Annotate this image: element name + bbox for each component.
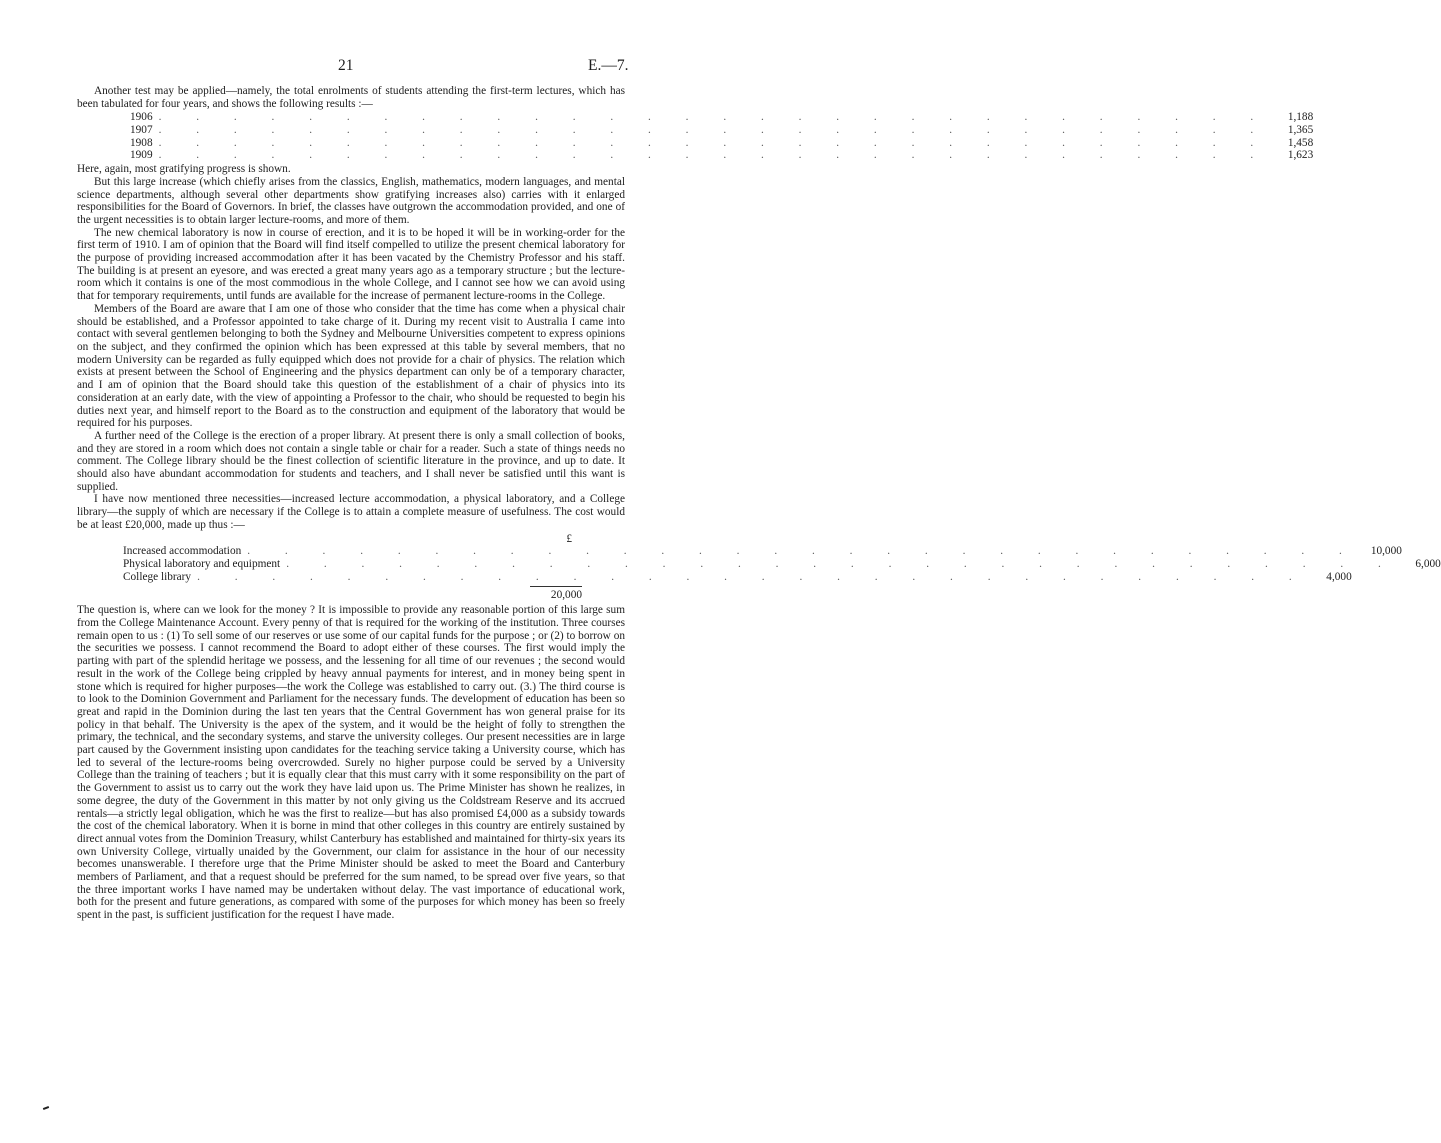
enrolment-row — [130, 149, 1314, 162]
enrolments-table — [130, 111, 1314, 162]
dot-leader: . . . . . . . . . . . . . . . . . . . . . . . . . . . . . . — [158, 136, 1270, 149]
cost-row — [123, 557, 1441, 571]
paragraph-chemical-laboratory: The new chemical laboratory is now in course of erection, and it is to be hoped it will be in working-order for the first term of 1910. I am of opinion that the Board will find itself compelled to utilize the present chemical laboratory for the purpose of providing increased accommodation after it has been vacated by the Chemistry Professor and his staff. The building is at present an eyesore, and was erected a great many years ago as a temporary structure ; but the lecture-room which it contains is one of the most commodious in the whole College, and I cannot see how we can avoid using that for temporary requirements, until funds are available for the increase of permanent lecture-rooms in the College. — [77, 226, 625, 303]
dot-leader: . . . . . . . . . . . . . . . . . . . . . . . . . . . . . . — [197, 570, 1308, 583]
margin-mark — [43, 1106, 49, 1110]
paragraph-necessities: I have now mentioned three necessities—increased lecture accommodation, a physical laboratory, and a College library—the supply of which are necessary if the College is to attain a complete measure of usefulness. The cost would be at least £20,000, made up thus :— — [77, 493, 625, 531]
paragraph-progress: Here, again, most gratifying progress is shown. — [77, 163, 291, 176]
enrolment-year: 1909 — [130, 149, 153, 162]
enrolment-count: 1,623 — [1287, 149, 1314, 162]
dot-leader: . . . . . . . . . . . . . . . . . . . . . . . . . . . . . . — [158, 111, 1270, 124]
enrolment-year: 1908 — [130, 136, 153, 149]
enrolment-count: 1,458 — [1287, 136, 1314, 149]
currency-symbol: £ — [566, 532, 572, 545]
cost-row — [123, 570, 1352, 584]
cost-label: Increased accommodation — [123, 545, 242, 558]
enrolment-row — [130, 111, 1314, 124]
paragraph-physical-chair: Members of the Board are aware that I am one of those who consider that the time has come when a physical chair should be established, and a Professor appointed to take charge of it. During my recent visit to Australia I came into contact with several gentlemen belonging to both the Sydney and Melbourne Universities competent to express opinions on the subject, and they confirmed the opinion which has been expressed at this table by several members, that no modern University can be regarded as fully equipped which does not provide for a chair of physics. The relation which exists at present between the School of Engineering and the physics department can only be of a temporary character, and I am of opinion that the Board should take this question of the establishment of a chair of physics into its consideration at an early date, with the view of appointing a Professor to the chair, who should be requested to begin his duties next year, and himself report to the Board as to the construction and equipment of the laboratory that would be required for his purposes. — [77, 302, 625, 430]
paragraph-library: A further need of the College is the erection of a proper library. At present there is only a small collection of books, and they are stored in a room which does not contain a single table or chair for a reader. Such a state of things needs no comment. The College library should be the finest collection of scientific literature in the province, and up to date. It should also have abundant accommodation for students and teachers, and I shall never be satisfied until this want is supplied. — [77, 429, 625, 493]
cost-row — [123, 545, 1402, 558]
page-header — [0, 57, 700, 75]
page-number: 21 — [338, 57, 354, 74]
cost-value: 4,000 — [1326, 570, 1352, 583]
enrolment-row — [130, 136, 1314, 150]
dot-leader: . . . . . . . . . . . . . . . . . . . . . . . . . . . . . . — [247, 545, 1358, 558]
enrolment-row — [130, 124, 1314, 137]
cost-label: College library — [123, 570, 192, 583]
dot-leader: . . . . . . . . . . . . . . . . . . . . . . . . . . . . . . — [158, 149, 1270, 162]
cost-label: Physical laboratory and equipment — [123, 557, 281, 570]
cost-total: 20,000 — [550, 589, 582, 602]
enrolment-count: 1,365 — [1287, 124, 1314, 137]
enrolment-count: 1,188 — [1287, 111, 1314, 124]
total-rule — [530, 586, 582, 587]
enrolment-year: 1906 — [130, 111, 153, 124]
dot-leader: . . . . . . . . . . . . . . . . . . . . . . . . . . . . . . — [158, 124, 1270, 137]
cost-table — [123, 532, 1441, 604]
paragraph-lecture-rooms: But this large increase (which chiefly arises from the classics, English, mathematics, modern languages, and mental science departments, although several other departments show gratifying increases also) carries with it enlarged responsibilities for the Board of Governors. In brief, the classes have outgrown the accommodation provided, and one of the urgent necessities is to obtain larger lecture-rooms, and more of them. — [77, 175, 625, 226]
document-body — [77, 85, 1441, 922]
paragraph-funding: The question is, where can we look for the money ? It is impossible to provide any reasonable portion of this large sum from the College Maintenance Account. Every penny of that is required for the working of the institution. Three courses remain open to us : (1) To sell some of our reserves or use some of our capital funds for the purpose ; or (2) to borrow on the securities we possess. I cannot recommend the Board to adopt either of these courses. The first would imply the parting with part of the splendid heritage we possess, and the lessening for all time of our revenues ; the second would result in the work of the College being crippled by heavy annual payments for interest, and in money being spent in stone which is required for higher purposes—the work the College was established to carry out. (3.) The third course is to look to the Dominion Government and Parliament for the necessary funds. The development of education has been so great and rapid in the Dominion during the last ten years that the Central Government has won general praise for its policy in that behalf. The University is the apex of the system, and it would be the height of folly to strengthen the primary, the technical, and the secondary systems, and starve the university colleges. Our present necessities are in large part caused by the Government insisting upon candidates for the teaching service taking a University course, which has led to several of the lecture-rooms being overcrowded. Surely no higher purpose could be served by a University College than the training of teachers ; but it is equally clear that this must carry with it some responsibility on the part of the Government to assist us to carry out the work they have laid upon us. The Prime Minister has shown he realizes, in some degree, the duty of the Government in this matter by not only giving us the Coldstream Reserve and its accrued rentals—a strictly legal obligation, which he was the first to realize—but has also promised £4,000 as a subsidy towards the cost of the chemical laboratory. When it is borne in mind that other colleges in this country are entirely sustained by direct annual votes from the Dominion Treasury, whilst Canterbury has established and maintained for thirty-six years its own University College, virtually unaided by the Government, our claim for assistance in the hour of our necessity becomes unanswerable. I therefore urge that the Prime Minister should be asked to meet the Board and Canterbury members of Parliament, and that a request should be preferred for the sum named, to be spread over five years, so that the three important works I have named may be undertaken without delay. The vast importance of educational work, both for the present and future generations, as compared with some of the purposes for which money has been so freely spent in the past, is sufficient justification for the request I have made. — [77, 604, 625, 922]
cost-value: 6,000 — [1415, 557, 1441, 570]
document-reference: E.—7. — [588, 57, 629, 74]
cost-value: 10,000 — [1370, 545, 1402, 558]
dot-leader: . . . . . . . . . . . . . . . . . . . . . . . . . . . . . . — [286, 557, 1397, 570]
enrolment-year: 1907 — [130, 124, 153, 137]
paragraph-enrolments-intro: Another test may be applied—namely, the total enrolments of students attending the first-term lectures, which has been tabulated for four years, and shows the following results :— — [77, 85, 625, 110]
